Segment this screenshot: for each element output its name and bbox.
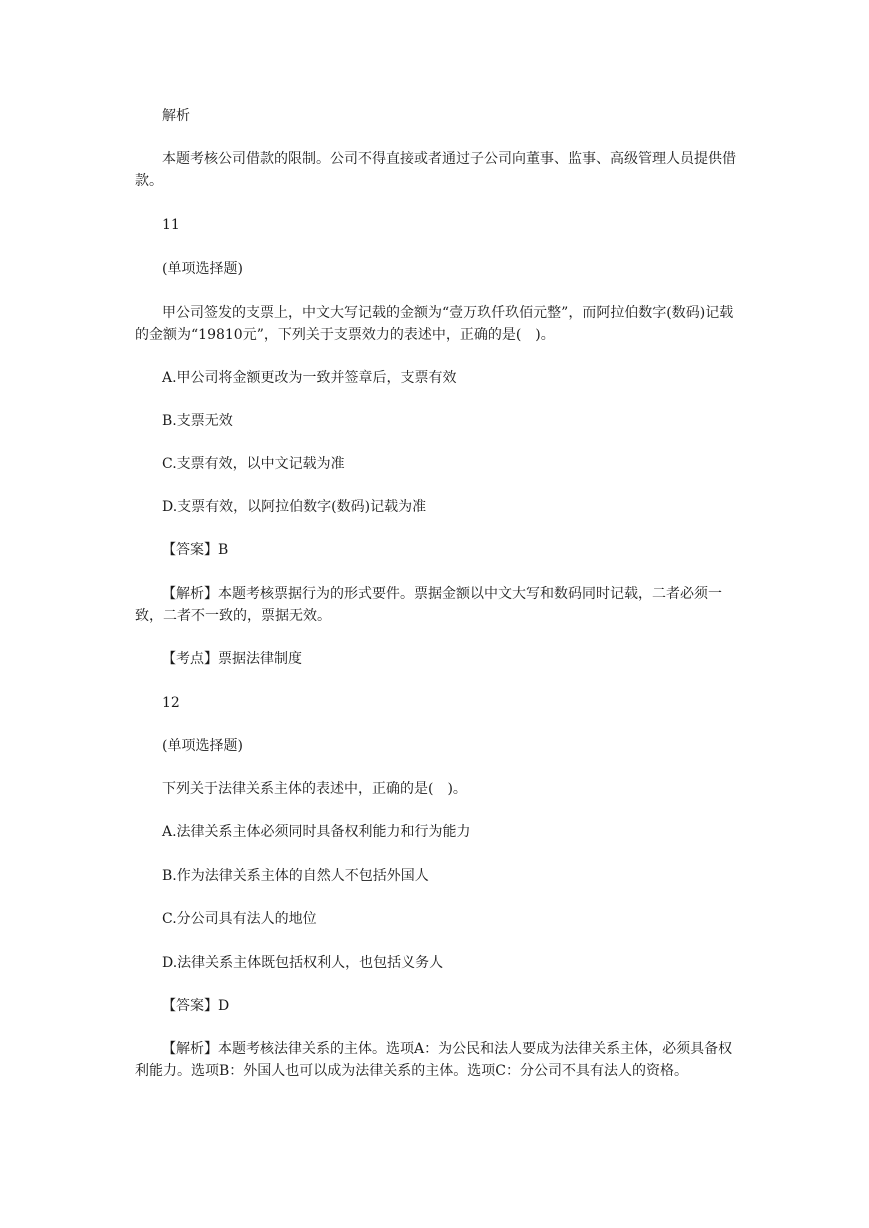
question-type-11: (单项选择题) (162, 261, 243, 277)
option-b-11: B.支票无效 (162, 413, 233, 429)
analysis-paragraph: 本题考核公司借款的限制。公司不得直接或者通过子公司向董事、监事、高级管理人员提供借款。 (135, 151, 736, 189)
question-stem-12: 下列关于法律关系主体的表述中，正确的是( )。 (162, 781, 467, 797)
answer-11: 【答案】B (162, 542, 229, 558)
option-d-12: D.法律关系主体既包括权利人，也包括义务人 (162, 955, 444, 971)
option-c-11: C.支票有效，以中文记载为准 (162, 456, 345, 472)
option-b-12: B.作为法律关系主体的自然人不包括外国人 (162, 868, 429, 884)
section-heading-analysis: 解析 (162, 108, 190, 124)
question-stem-11: 甲公司签发的支票上，中文大写记载的金额为“壹万玖仟玖佰元整”，而阿拉伯数字(数码)记载的金额为“19810元”，下列关于支票效力的表述中，正确的是( )。 (135, 305, 734, 343)
option-a-11: A.甲公司将金额更改为一致并签章后，支票有效 (162, 370, 457, 386)
option-a-12: A.法律关系主体必须同时具备权利能力和行为能力 (162, 824, 471, 840)
question-number-12: 12 (162, 695, 180, 711)
knowledge-point-11: 【考点】票据法律制度 (162, 651, 302, 667)
question-type-12: (单项选择题) (162, 738, 243, 754)
explanation-12: 【解析】本题考核法律关系的主体。选项A：为公民和法人要成为法律关系主体，必须具备权利能力。选项B：外国人也可以成为法律关系的主体。选项C：分公司不具有法人的资格。 (135, 1041, 733, 1079)
question-number-11: 11 (162, 217, 180, 233)
option-d-11: D.支票有效，以阿拉伯数字(数码)记载为准 (162, 499, 427, 515)
answer-12: 【答案】D (162, 998, 230, 1014)
explanation-11: 【解析】本题考核票据行为的形式要件。票据金额以中文大写和数码同时记载，二者必须一致，二者不一致的，票据无效。 (135, 586, 722, 624)
option-c-12: C.分公司具有法人的地位 (162, 911, 317, 927)
